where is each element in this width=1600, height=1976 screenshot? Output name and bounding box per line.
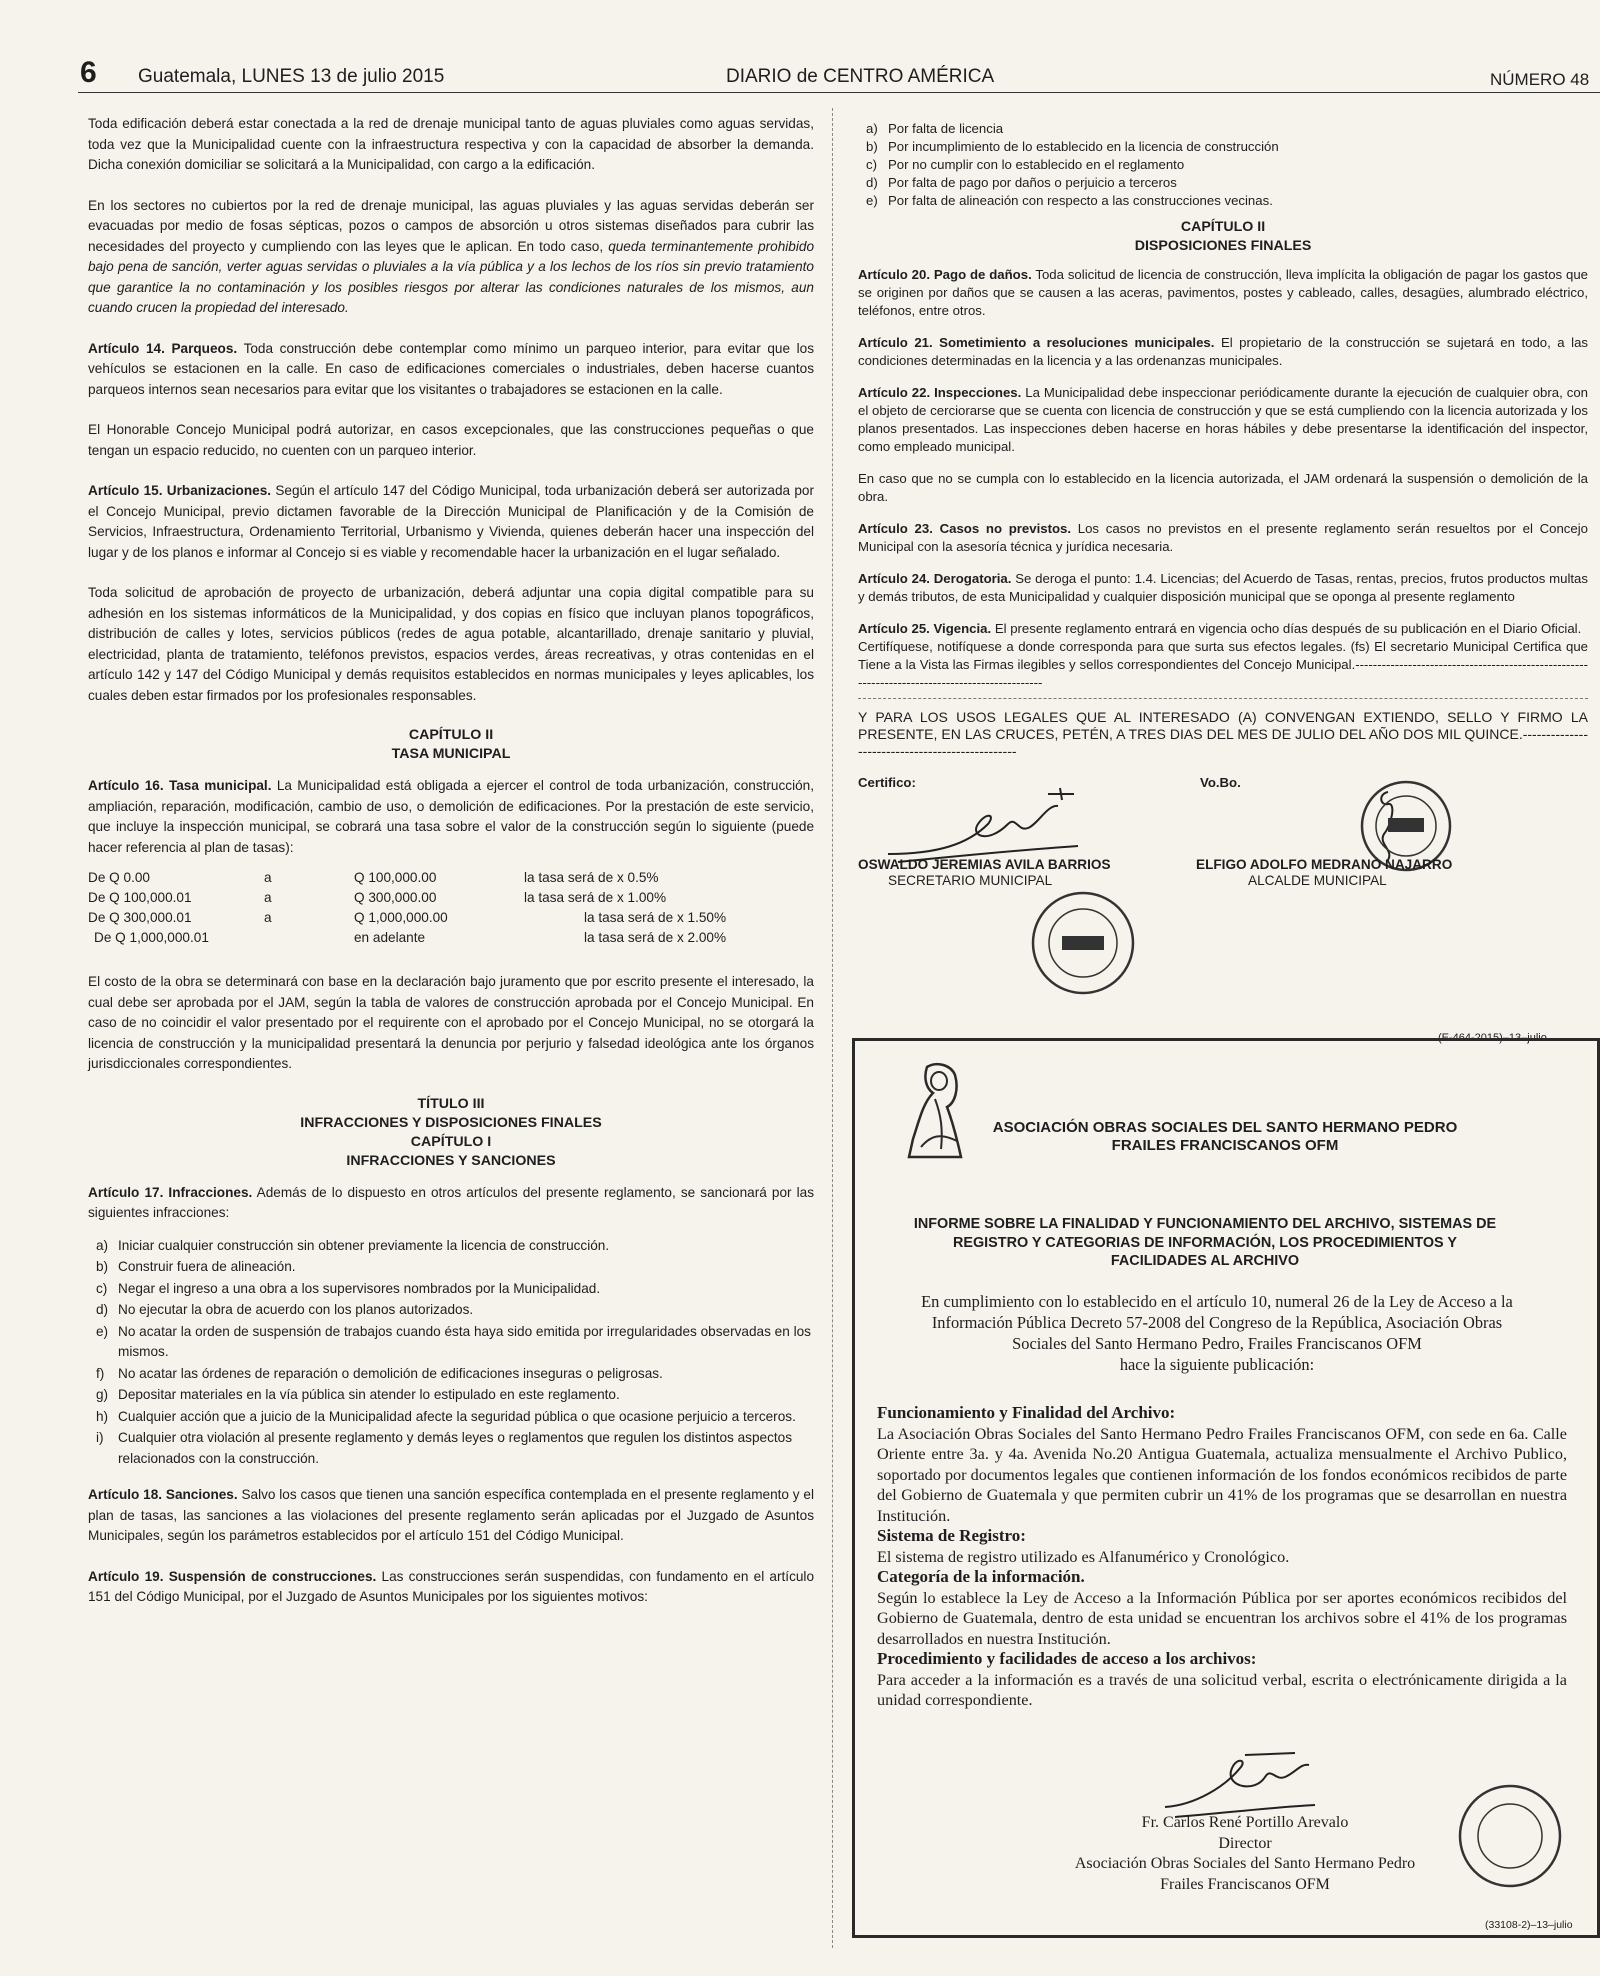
article-21 xyxy=(858,334,1588,370)
cell: la tasa será de x 0.5% xyxy=(524,870,659,885)
cell: a xyxy=(264,870,272,885)
list-item xyxy=(88,1236,814,1257)
cell: a xyxy=(264,910,272,925)
item-key: d) xyxy=(96,1302,109,1317)
paragraph: El costo de la obra se determinará con base en la declaración bajo juramento que por escrito presente el interesado, la cual debe ser aprobada por el JAM, según la tabla de valores de construcción aprobada por el Concejo Municipal. En caso de no coincidir el valor presentado por el requirente con el aprobado por el Concejo Municipal, no se otorgará la licencia de construcción y la municipalidad presentará la denuncia por perjurio y falsedad ideológica ante los órganos jurisdiccionales correspondientes. xyxy=(88,974,814,1071)
chapter-title: DISPOSICIONES FINALES xyxy=(1134,238,1312,254)
list-item xyxy=(88,1428,814,1469)
cell: la tasa será de x 1.00% xyxy=(524,890,667,905)
chapter-title: TASA MUNICIPAL xyxy=(391,746,511,762)
article-24 xyxy=(858,570,1588,606)
certification-text: Certifíquese, notifíquese a donde corresponda para que surta sus efectos legales. (fs) El secretario Municipal Certifica que Tiene a la Vista las Firmas ilegibles y sellos correspondientes del Concejo Municipal.----------------------------------------------------------------------------------------------- xyxy=(858,639,1588,690)
publication-reference: (E-464-2015)–13–julio xyxy=(1438,1032,1547,1044)
suspension-reasons-list xyxy=(858,120,1588,210)
item-text: Por incumplimiento de lo establecido en la licencia de construcción xyxy=(888,139,1279,154)
list-item xyxy=(858,156,1588,174)
item-key: d) xyxy=(866,175,878,190)
article-text: La Municipalidad está obligada a ejercer el control de toda urbanización, construcción, ampliación, reparación, modificación, cambio de uso, o demolición de edificaciones. Por la prestación de este servicio, que incluye la inspección municipal, se cobrará una tasa sobre el valor de la construcción según lo siguiente (puede hacer referencia al plan de tasas): xyxy=(88,778,814,855)
section-heading: Procedimiento y facilidades de acceso a los archivos: xyxy=(877,1649,1257,1668)
section-text: El sistema de registro utilizado es Alfanumérico y Cronológico. xyxy=(877,1547,1290,1566)
section-text: Según lo establece la Ley de Acceso a la Información Pública por ser aportes económicos recibidos del Gobierno de Guatemala, dentro de esta unidad se encuentran los archivos sobre el 41% de los programas desarrollados en nuestra Institución. xyxy=(877,1588,1567,1648)
article-14 xyxy=(88,339,814,401)
paragraph: En caso que no se cumpla con lo establecido en la licencia autorizada, el JAM ordenará la suspensión o demolición de la obra. xyxy=(858,471,1588,504)
cell xyxy=(264,928,354,948)
paragraph: El Honorable Concejo Municipal podrá autorizar, en casos excepcionales, que las construcciones pequeñas o que tengan un espacio reducido, no cuenten con un parqueo interior. xyxy=(88,422,814,458)
cell: la tasa será de x 2.00% xyxy=(584,930,727,945)
right-column xyxy=(858,120,1588,1004)
infractions-list xyxy=(88,1236,814,1470)
signatory-block xyxy=(965,1813,1525,1895)
item-text: No acatar las órdenes de reparación o demolición de edificaciones inseguras o peligrosas. xyxy=(118,1365,663,1381)
article-title: Artículo 23. Casos no previstos. xyxy=(858,521,1072,536)
item-key: e) xyxy=(96,1323,109,1339)
article-title: Artículo 19. Suspensión de construcciones. xyxy=(88,1568,377,1584)
item-key: f) xyxy=(96,1365,105,1381)
rate-table xyxy=(88,868,814,948)
chapter-number: CAPÍTULO II xyxy=(408,727,494,743)
item-key: e) xyxy=(866,193,878,208)
table-row xyxy=(88,868,814,888)
signatory-title: Director xyxy=(1218,1834,1272,1852)
item-key: a) xyxy=(866,121,878,136)
article-title: Artículo 20. Pago de daños. xyxy=(858,267,1032,282)
article-title: Artículo 17. Infracciones. xyxy=(88,1184,253,1200)
list-item xyxy=(88,1279,814,1300)
italic-text: queda terminantemente prohibido bajo pena de sanción, verter aguas servidas o pluviales a la vía pública y a los lechos de los ríos sin previo tratamiento que garantice la no contaminación y los posibles riesgos por alterar las condiciones naturales de los mismos, aun cuando crucen la propiedad del interesado. xyxy=(88,238,814,315)
article-18 xyxy=(88,1485,814,1547)
item-key: c) xyxy=(96,1280,108,1296)
article-text: La Municipalidad debe inspeccionar periódicamente durante la ejecución de cualquier obra, con el objeto de cerciorarse que se cuenta con licencia de construcción y que se está cumpliendo con la licencia autorizada y los planos presentados. Las inspecciones deben hacerse en horas hábiles y debe presentarse la identificación del inspector, como empleado municipal. xyxy=(858,385,1588,454)
chapter-heading xyxy=(88,726,814,764)
article-20 xyxy=(858,266,1588,320)
chapter-number: CAPÍTULO I xyxy=(410,1133,492,1150)
title-number: TÍTULO III xyxy=(417,1095,485,1112)
report-line: INFORME SOBRE LA FINALIDAD Y FUNCIONAMIENTO DEL ARCHIVO, SISTEMAS DE xyxy=(913,1216,1497,1232)
cell: De Q 1,000,000.01 xyxy=(94,930,209,945)
item-text: Por falta de licencia xyxy=(888,121,1004,136)
article-title: Artículo 22. Inspecciones. xyxy=(858,385,1022,400)
article-title: Artículo 24. Derogatoria. xyxy=(858,571,1012,586)
left-column xyxy=(88,114,814,1628)
list-item xyxy=(88,1364,814,1385)
item-key: g) xyxy=(96,1387,109,1402)
table-row xyxy=(88,908,814,928)
association-notice-box xyxy=(852,1038,1600,1938)
item-key: a) xyxy=(96,1237,109,1253)
org-line: ASOCIACIÓN OBRAS SOCIALES DEL SANTO HERMANO PEDRO xyxy=(992,1119,1458,1136)
table-row xyxy=(88,888,814,908)
article-text: Los casos no previstos en el presente reglamento serán resueltos por el Concejo Municipal con la asesoría técnica y jurídica necesaria. xyxy=(858,521,1588,554)
header-issue: NÚMERO 48 xyxy=(1490,70,1590,89)
section-heading: Funcionamiento y Finalidad del Archivo: xyxy=(877,1403,1176,1422)
list-item xyxy=(858,138,1588,156)
report-title xyxy=(895,1215,1515,1271)
article-text: Las construcciones serán suspendidas, con fundamento en el artículo 151 del Código Municipal, por el Juzgado de Asuntos Municipales por los siguientes motivos: xyxy=(88,1568,815,1604)
article-title: Artículo 25. Vigencia. xyxy=(858,621,992,636)
signatory-org: Asociación Obras Sociales del Santo Hermano Pedro xyxy=(1074,1855,1416,1872)
paragraph xyxy=(88,196,814,319)
item-text: Construir fuera de alineación. xyxy=(118,1259,296,1274)
signer-2-title: ALCALDE MUNICIPAL xyxy=(1248,873,1387,888)
page-header xyxy=(74,56,1600,90)
article-title: Artículo 21. Sometimiento a resoluciones municipales. xyxy=(858,335,1215,350)
item-text: Iniciar cualquier construcción sin obtener previamente la licencia de construcción. xyxy=(118,1237,610,1253)
cell: Q 1,000,000.00 xyxy=(354,910,448,925)
item-text: Depositar materiales en la vía pública sin atender lo estipulado en este reglamento. xyxy=(118,1387,620,1402)
signer-1-title: SECRETARIO MUNICIPAL xyxy=(888,873,1053,888)
intro-text xyxy=(877,1291,1557,1375)
article-23 xyxy=(858,520,1588,556)
chapter-heading xyxy=(858,218,1588,256)
article-25 xyxy=(858,620,1588,638)
section-text: La Asociación Obras Sociales del Santo Hermano Pedro Frailes Franciscanos OFM, con sede en 6a. Calle Oriente entre 3a. y 4a. Avenida No.20 Antigua Guatemala, actualiza mensualmente el Archivo Publico, soportado por documentos legales que contienen información de los fondos económicos recibidos de parte del Gobierno de Guatemala y que permiten cubrir un 41% de los programas que se desarrollan en nuestra Institución. xyxy=(877,1424,1567,1525)
article-text: Salvo los casos que tienen una sanción específica contemplada en el presente reglamento y el plan de tasas, las sanciones a las violaciones del presente reglamento serán aplicadas por el Juzgado de Asuntos Municipales, según los parámetros establecidos por el artículo 151 del Código Municipal. xyxy=(88,1487,814,1543)
header-paper-name: DIARIO de CENTRO AMÉRICA xyxy=(726,66,995,87)
signatory-name: Fr. Carlos René Portillo Arevalo xyxy=(1141,1814,1349,1831)
cell: a xyxy=(264,890,272,905)
item-text: Cualquier acción que a juicio de la Municipalidad afecte la seguridad pública o que ocasione perjuicio a terceros. xyxy=(118,1408,796,1424)
publication-reference: (33108-2)–13–julio xyxy=(1485,1919,1573,1931)
municipal-seal-icon xyxy=(1028,888,1138,998)
org-line: FRAILES FRANCISCANOS OFM xyxy=(1111,1137,1339,1154)
item-text: Por falta de pago por daños o perjuicio a terceros xyxy=(888,175,1177,190)
signatory-org: Frailes Franciscanos OFM xyxy=(1160,1875,1330,1893)
item-key: i) xyxy=(96,1430,104,1445)
paragraph: Toda edificación deberá estar conectada a la red de drenaje municipal tanto de aguas pluviales como aguas servidas, toda vez que la Municipalidad cuente con la infraestructura respectiva y con la capacidad de absorber la demanda. Dicha conexión domiciliar se solicitará a la Municipalidad, con cargo a la edificación. xyxy=(88,116,814,172)
list-item xyxy=(858,192,1588,210)
intro-line: hace la siguiente publicación: xyxy=(1119,1355,1315,1374)
cell: De Q 300,000.01 xyxy=(88,910,192,925)
article-text: Toda construcción debe contemplar como mínimo un parqueo interior, para evitar que los vehículos se estacionen en la calle. En caso de edificaciones comerciales o industriales, deben hacerse cuantos parqueos internos sean necesarios para evitar que los visitantes o trabajadores se estacionen en la calle. xyxy=(88,340,815,397)
article-text: Además de lo dispuesto en otros artículos del presente reglamento, se sancionará por las siguientes infracciones: xyxy=(88,1184,814,1220)
article-16 xyxy=(88,776,814,858)
item-key: h) xyxy=(96,1408,109,1424)
article-22 xyxy=(858,384,1588,456)
article-19 xyxy=(88,1567,814,1608)
paragraph: Toda solicitud de aprobación de proyecto de urbanización, deberá adjuntar una copia digital compatible para su adhesión en los sistemas informáticos de la Municipalidad, y dos copias en físico que incluyan planos topográficos, distribución de calles y lotes, servicios públicos (redes de agua potable, alcantarillado, drenaje sanitario y pluvial, electricidad, planta de tratamiento, teléfonos previstos, espacios verdes, áreas recreativas, y otras contenidas en el artículo 142 y 147 del Código Municipal y demás requisitos establecidos en normas municipales y leyes aplicables, los cuales deben estar firmados por los profesionales responsables. xyxy=(88,585,814,703)
title-name: INFRACCIONES Y DISPOSICIONES FINALES xyxy=(300,1114,602,1131)
list-item xyxy=(858,174,1588,192)
list-item xyxy=(858,120,1588,138)
divider xyxy=(858,698,1588,699)
legal-statement: Y PARA LOS USOS LEGALES QUE AL INTERESADO (A) CONVENGAN EXTIENDO, SELLO Y FIRMO LA PRESENTE, EN LAS CRUCES, PETÉN, A TRES DIAS DEL MES DE JULIO DEL AÑO DOS MIL QUINCE.------------------------------------------------ xyxy=(858,709,1588,759)
header-date: Guatemala, LUNES 13 de julio 2015 xyxy=(138,66,445,87)
article-text: Según el artículo 147 del Código Municipal, toda urbanización deberá ser autorizada por el Concejo Municipal, previo dictamen favorable de la Dirección Municipal de Planificación y de la Comisión de Servicios, Infraestructura, Ordenamiento Territorial, Urbanismo y Vivienda, quienes deberán hacer una inspección del lugar y de los planos e informar al Concejo si es viable y recomendable hacer la urbanización en el lugar señalado. xyxy=(88,483,814,560)
item-text: No ejecutar la obra de acuerdo con los planos autorizados. xyxy=(118,1302,474,1317)
text: En los sectores no cubiertos por la red de drenaje municipal, las aguas pluviales y las aguas servidas deberán ser evacuadas por medio de fosas sépticas, pozos o campos de absorción u otros sistemas diseñados para cubrir las necesidades del proyecto y cumpliendo con las leyes que le aplican. En todo caso, xyxy=(88,197,814,254)
item-text: Cualquier otra violación al presente reglamento y demás leyes o reglamentos que regulen los distintos aspectos relacionados con la construcción. xyxy=(118,1430,793,1466)
article-17 xyxy=(88,1183,814,1224)
cell: Q 300,000.00 xyxy=(354,890,437,905)
cell: la tasa será de x 1.50% xyxy=(584,910,727,925)
article-title: Artículo 16. Tasa municipal. xyxy=(88,778,272,793)
article-title: Artículo 14. Parqueos. xyxy=(88,340,238,356)
vobo-label: Vo.Bo. xyxy=(1200,775,1241,790)
article-text: El propietario de la construcción se sujetará en todo, a las condiciones determinadas en la licencia y a las ordenanzas municipales. xyxy=(858,335,1588,368)
section-text: Para acceder a la información es a través de una solicitud verbal, escrita o electrónicamente dirigida a la unidad correspondiente. xyxy=(877,1670,1567,1709)
signature-block xyxy=(858,774,1588,1004)
item-text: Por no cumplir con lo establecido en el reglamento xyxy=(888,157,1185,172)
title-heading xyxy=(88,1095,814,1171)
column-divider xyxy=(832,108,833,1948)
chapter-number: CAPÍTULO II xyxy=(1180,219,1266,235)
section-heading: Categoría de la información. xyxy=(877,1567,1085,1586)
list-item xyxy=(88,1322,814,1363)
cell: De Q 0.00 xyxy=(88,870,150,885)
cell: De Q 100,000.01 xyxy=(88,890,192,905)
page-number: 6 xyxy=(80,56,97,89)
article-title: Artículo 18. Sanciones. xyxy=(88,1487,238,1502)
association-name xyxy=(965,1119,1485,1155)
item-key: c) xyxy=(866,157,877,172)
list-item xyxy=(88,1257,814,1278)
cell: en adelante xyxy=(354,930,426,945)
section-heading: Sistema de Registro: xyxy=(877,1526,1026,1545)
table-row xyxy=(88,928,814,948)
article-text: El presente reglamento entrará en vigencia ocho días después de su publicación en el Diario Oficial. xyxy=(991,621,1582,636)
item-text: Negar el ingreso a una obra a los supervisores nombrados por la Municipalidad. xyxy=(118,1280,601,1296)
header-rule xyxy=(78,92,1600,93)
cell: Q 100,000.00 xyxy=(354,870,437,885)
item-text: No acatar la orden de suspensión de trabajos cuando ésta haya sido emitida por irregularidades observadas en los mismos. xyxy=(118,1323,811,1359)
article-text: Toda solicitud de licencia de construcción, lleva implícita la obligación de pagar los gastos que se originen por daños que se causen a las aceras, pavimentos, postes y cableado, calles, desagües, alumbrado eléctrico, teléfonos, entre otros. xyxy=(858,267,1588,318)
list-item xyxy=(88,1385,814,1406)
article-text: Se deroga el punto: 1.4. Licencias; del Acuerdo de Tasas, rentas, precios, frutos productos multas y demás tributos, de esta Municipalidad y cualquier disposición municipal que se oponga al presente reglamento xyxy=(858,571,1588,604)
intro-line: Información Pública Decreto 57-2008 del Congreso de la República, Asociación Obras xyxy=(931,1313,1503,1332)
item-key: b) xyxy=(866,139,878,154)
certifico-label: Certifico: xyxy=(858,775,916,790)
report-line: FACILIDADES AL ARCHIVO xyxy=(1110,1253,1300,1269)
notice-body xyxy=(877,1403,1567,1711)
signer-2-name: ELFIGO ADOLFO MEDRANO NAJARRO xyxy=(1196,857,1453,872)
report-line: REGISTRO Y CATEGORIAS DE INFORMACIÓN, LOS PROCEDIMIENTOS Y xyxy=(953,1234,1457,1251)
signer-1-name: OSWALDO JEREMIAS AVILA BARRIOS xyxy=(858,857,1111,872)
article-15 xyxy=(88,481,814,563)
intro-line: En cumplimiento con lo establecido en el artículo 10, numeral 26 de la Ley de Acceso a la xyxy=(921,1292,1513,1311)
list-item xyxy=(88,1407,814,1428)
article-title: Artículo 15. Urbanizaciones. xyxy=(88,483,272,498)
intro-line: Sociales del Santo Hermano Pedro, Frailes Franciscanos OFM xyxy=(1012,1334,1422,1353)
chapter-title: INFRACCIONES Y SANCIONES xyxy=(346,1152,556,1169)
item-text: Por falta de alineación con respecto a las construcciones vecinas. xyxy=(888,193,1273,208)
list-item xyxy=(88,1300,814,1321)
item-key: b) xyxy=(96,1259,109,1274)
